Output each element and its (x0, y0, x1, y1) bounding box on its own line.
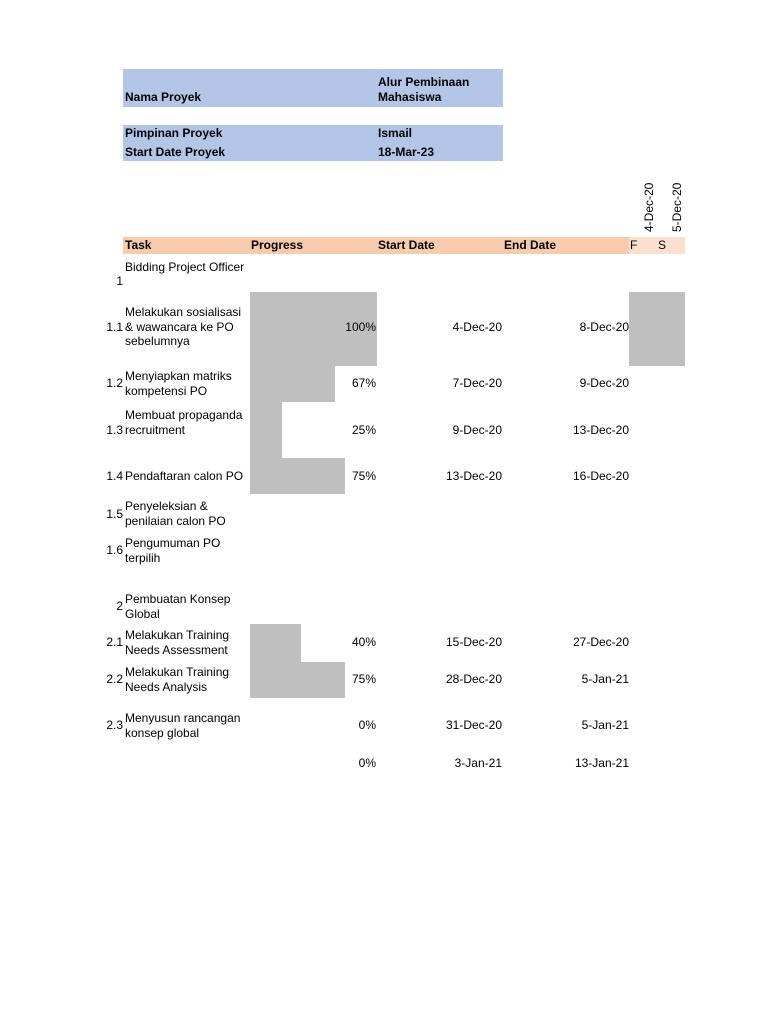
row-number: 1.6 (106, 543, 123, 557)
row-number: 1.4 (106, 469, 123, 483)
start-date: 28-Dec-20 (445, 672, 502, 686)
start-date: 15-Dec-20 (445, 635, 502, 649)
project-name-value-line2: Mahasiswa (378, 90, 442, 104)
row-number: 1.1 (106, 320, 123, 334)
task-name: Bidding Project Officer (125, 260, 245, 274)
start-date: 13-Dec-20 (445, 469, 502, 483)
col-end-date: End Date (504, 238, 557, 252)
col-start-date: Start Date (378, 238, 435, 252)
task-name: Menyiapkan matriks kompetensi PO (125, 369, 232, 398)
progress-value: 0% (358, 718, 376, 732)
col-day-f: F (630, 238, 638, 252)
row-number: 1 (116, 274, 123, 288)
row-number: 2.3 (106, 718, 123, 732)
row-number: 1.5 (106, 507, 123, 521)
project-start-label: Start Date Proyek (125, 145, 226, 159)
task-name: Penyeleksian & penilaian calon PO (125, 499, 226, 528)
end-date: 9-Dec-20 (579, 376, 629, 390)
end-date: 27-Dec-20 (572, 635, 629, 649)
col-day-s: S (658, 238, 667, 252)
gantt-bar-1-1 (629, 292, 685, 366)
row-number: 2.1 (106, 635, 123, 649)
timeline-date-1: 4-Dec-20 (642, 182, 656, 232)
end-date: 13-Jan-21 (574, 756, 629, 770)
task-name: Melakukan sosialisasi & wawancara ke PO sebelumnya (125, 305, 242, 348)
row-number: 1.3 (106, 423, 123, 437)
start-date: 7-Dec-20 (452, 376, 502, 390)
project-name-value-line1: Alur Pembinaan (378, 75, 470, 89)
progress-value: 67% (351, 376, 376, 390)
start-date: 9-Dec-20 (452, 423, 502, 437)
end-date: 5-Jan-21 (581, 718, 629, 732)
progress-value: 75% (351, 672, 376, 686)
task-name: Melakukan Training Needs Assessment (125, 628, 230, 657)
task-name: Pembuatan Konsep Global (125, 592, 231, 621)
end-date: 8-Dec-20 (579, 320, 629, 334)
progress-value: 100% (345, 320, 376, 334)
progress-bar (250, 624, 301, 662)
row-number: 2.2 (106, 672, 123, 686)
start-date: 31-Dec-20 (445, 718, 502, 732)
task-name: Pendaftaran calon PO (125, 469, 244, 483)
timeline-date-2: 5-Dec-20 (670, 182, 684, 232)
timeline-header-bg (629, 237, 685, 254)
start-date: 4-Dec-20 (452, 320, 502, 334)
progress-value: 0% (358, 756, 376, 770)
project-leader-value: Ismail (378, 126, 413, 140)
task-name: Membuat propaganda recruitment (125, 408, 243, 437)
project-name-label: Nama Proyek (125, 90, 202, 104)
col-task: Task (125, 238, 152, 252)
project-leader-label: Pimpinan Proyek (125, 126, 223, 140)
progress-value: 25% (351, 423, 376, 437)
end-date: 5-Jan-21 (581, 672, 629, 686)
progress-value: 40% (351, 635, 376, 649)
row-number: 2 (116, 599, 123, 613)
progress-value: 75% (351, 469, 376, 483)
task-name: Pengumuman PO terpilih (125, 536, 221, 565)
task-name: Menyusun rancangan konsep global (125, 711, 241, 740)
row-number: 1.2 (106, 376, 123, 390)
progress-bar (250, 402, 282, 458)
end-date: 16-Dec-20 (572, 469, 629, 483)
project-start-value: 18-Mar-23 (378, 145, 435, 159)
col-progress: Progress (251, 238, 304, 252)
start-date: 3-Jan-21 (454, 756, 502, 770)
task-name: Melakukan Training Needs Analysis (125, 665, 230, 694)
end-date: 13-Dec-20 (572, 423, 629, 437)
